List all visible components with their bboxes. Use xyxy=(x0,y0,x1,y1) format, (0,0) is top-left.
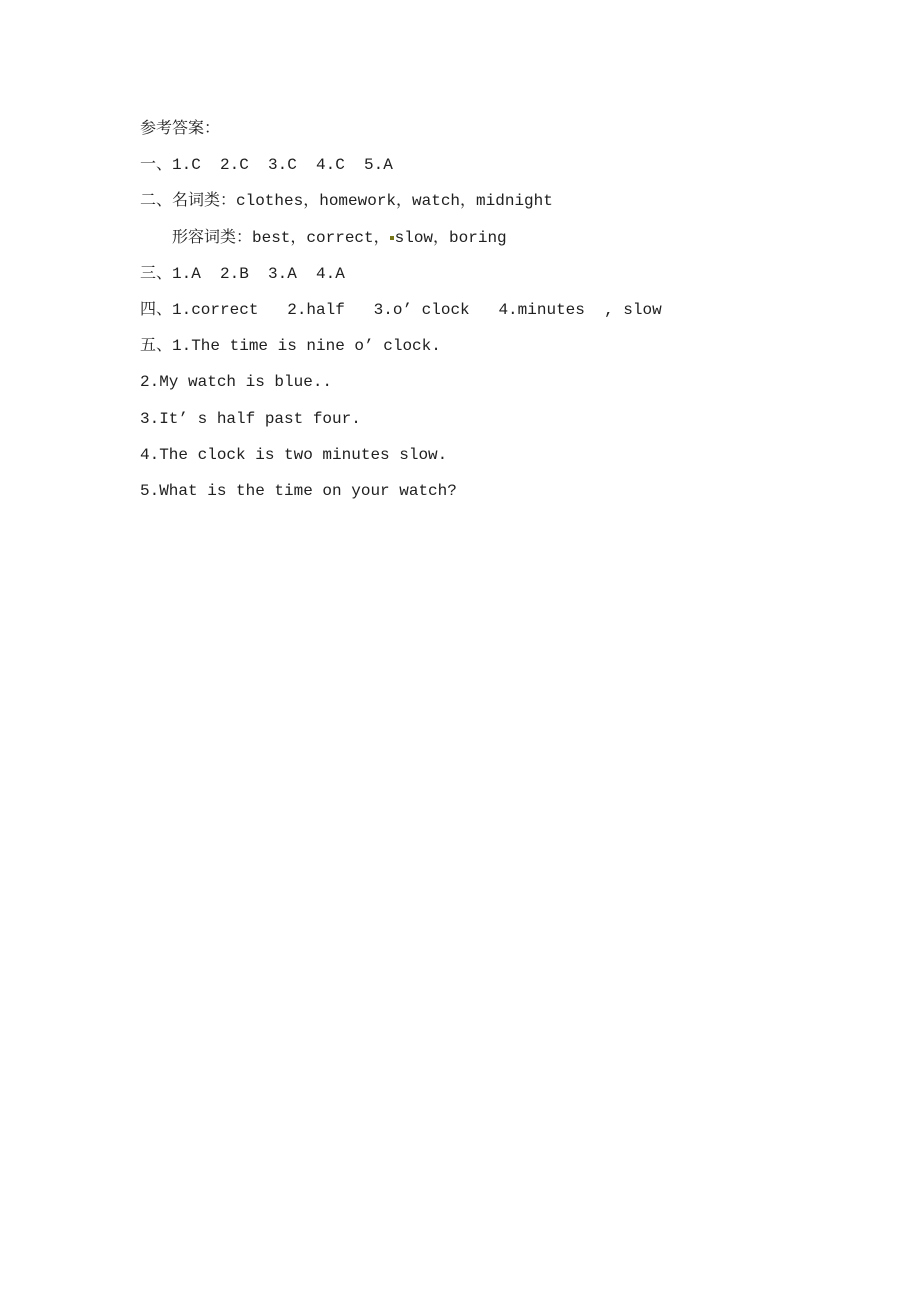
adjectives-text-before-mark: 形容词类：best，correct， xyxy=(172,228,390,247)
answer-line-section2-nouns: 二、名词类：clothes，homework，watch，midnight xyxy=(140,192,553,211)
answer-line-section5-item1: 五、1.The time is nine o’ clock. xyxy=(140,337,441,356)
stray-dot-mark xyxy=(390,236,394,240)
answer-line-section5-item3: 3.It’ s half past four. xyxy=(140,409,361,428)
answer-line-section1: 一、1.C 2.C 3.C 4.C 5.A xyxy=(140,156,393,175)
adjectives-text-after-mark: slow，boring xyxy=(394,228,507,247)
answer-line-section5-item2: 2.My watch is blue.. xyxy=(140,373,333,392)
answer-line-section5-item5: 5.What is the time on your watch? xyxy=(140,482,457,501)
answer-line-section2-adjectives xyxy=(140,220,900,256)
answer-line-section3: 三、1.A 2.B 3.A 4.A xyxy=(140,264,345,283)
page-title: 参考答案： xyxy=(140,120,221,138)
answer-line-section5-item4: 4.The clock is two minutes slow. xyxy=(140,445,448,464)
answer-line-section4: 四、1.correct 2.half 3.o’ clock 4.minutes , slow xyxy=(140,301,662,320)
